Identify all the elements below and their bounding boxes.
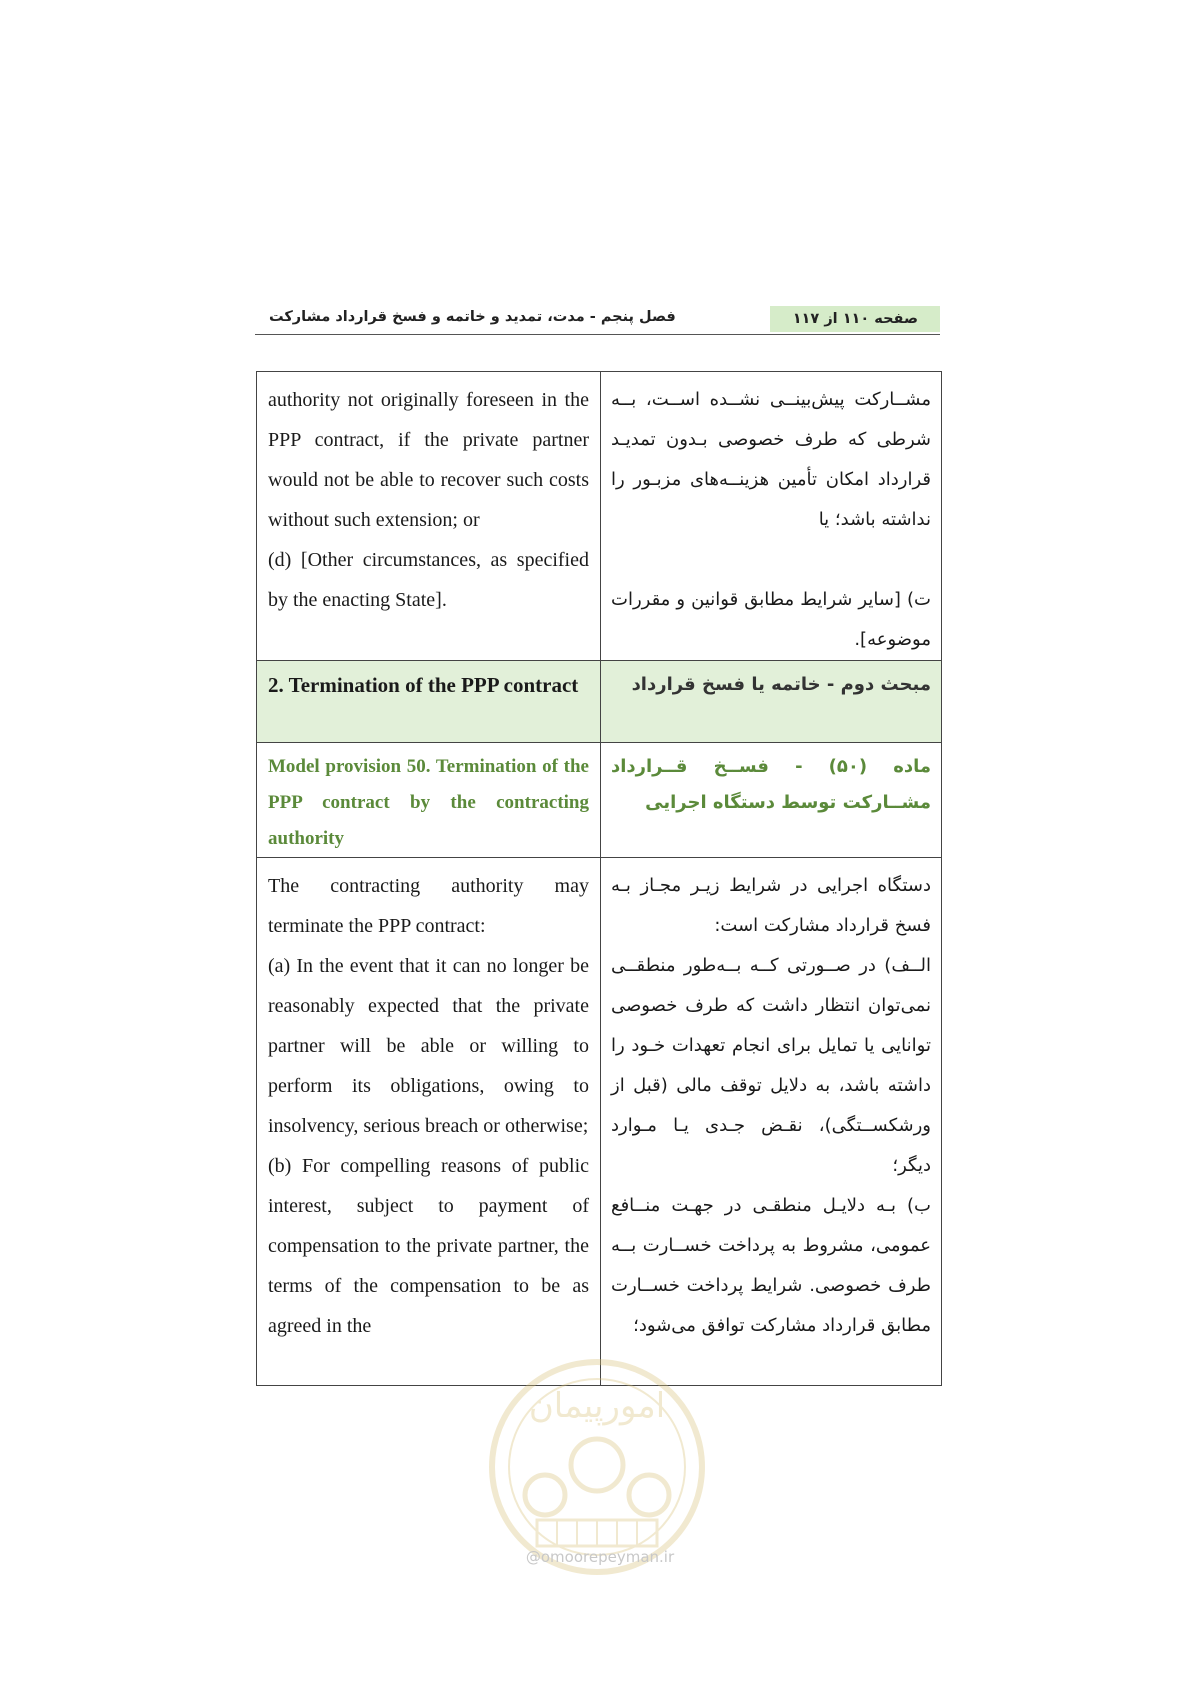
gear-icon [629,1475,669,1515]
english-paragraph: authority not originally foreseen in the PPP contract, if the private partner would not be able to recover such costs without such extension; or [268,389,589,531]
english-paragraph: (d) [Other circumstances, as specified by the enacting State]. [268,549,589,611]
persian-cell [601,372,942,661]
model-provision-english: Model provision 50. Termination of the PPP contract by the contracting authority [257,743,601,858]
section-heading-row [257,661,942,743]
table-row [257,372,942,661]
section-heading-english: 2. Termination of the PPP contract [257,661,601,743]
paragraph-gap [611,540,931,580]
persian-paragraph: ت) [سایر شرایط مطابق قوانین و مقررات موضوعه]. [611,589,931,650]
bilingual-table [256,371,942,1386]
english-paragraph: The contracting authority may terminate the PPP contract: [268,875,589,937]
persian-paragraph: مشــارکت پیش‌بینــی نشــده اســت، بــه شرطی که طرف خصوصی بـدون تمدیـد قرارداد امکان تأمین هزینــه‌های مزبـور را نداشته باشد؛ یا [611,389,931,530]
watermark-logo [485,1355,710,1580]
table-row [257,858,942,1386]
page-number-badge: صفحه ۱۱۰ از ۱۱۷ [770,306,940,332]
persian-cell [601,858,942,1386]
section-heading-persian: مبحث دوم - خاتمه یا فسخ قرارداد [601,661,942,743]
chapter-title: فصل پنجم - مدت، تمدید و خاتمه و فسخ قرارداد مشارکت [269,309,676,325]
english-cell [257,858,601,1386]
model-provision-row [257,743,942,858]
page-header [255,306,940,335]
english-paragraph: (a) In the event that it can no longer be reasonably expected that the private partner will be able or willing to perform its obligations, owing to insolvency, serious breach or otherwise; [268,955,589,1137]
persian-paragraph: دستگاه اجرایی در شرایط زیـر مجـاز بـه فسخ قرارداد مشارکت است: [611,875,931,936]
watermark-logo-text: امورپیمان [528,1386,666,1426]
gear-icon [525,1475,565,1515]
watermark-url: @omoorepeyman.ir [525,1548,675,1566]
persian-paragraph: الــف) در صــورتی کــه بــه‌طور منطقــی نمی‌توان انتظار داشت که طرف خصوصی توانایی یا تمایل برای انجام تعهدات خـود را داشته باشد، به دلایل توقف مالی (قبل از ورشکســتگی)، نقـض جـدی یـا مـوارد دیگر؛ [611,955,931,1176]
english-paragraph: (b) For compelling reasons of public interest, subject to payment of compensation to the private partner, the terms of the compensation to be as agreed in the [268,1155,589,1337]
english-cell [257,372,601,661]
model-provision-persian: ماده (۵۰) - فســخ قــرارداد مشــارکت توسط دستگاه اجرایی [601,743,942,858]
gear-icon [571,1439,623,1491]
persian-paragraph: ب) بـه دلایـل منطقـی در جهـت منــافع عمومی، مشروط به پرداخت خســارت بــه طرف خصوصی. شرایط پرداخت خســارت مطابق قرارداد مشارکت توافق می‌شود؛ [611,1195,931,1336]
